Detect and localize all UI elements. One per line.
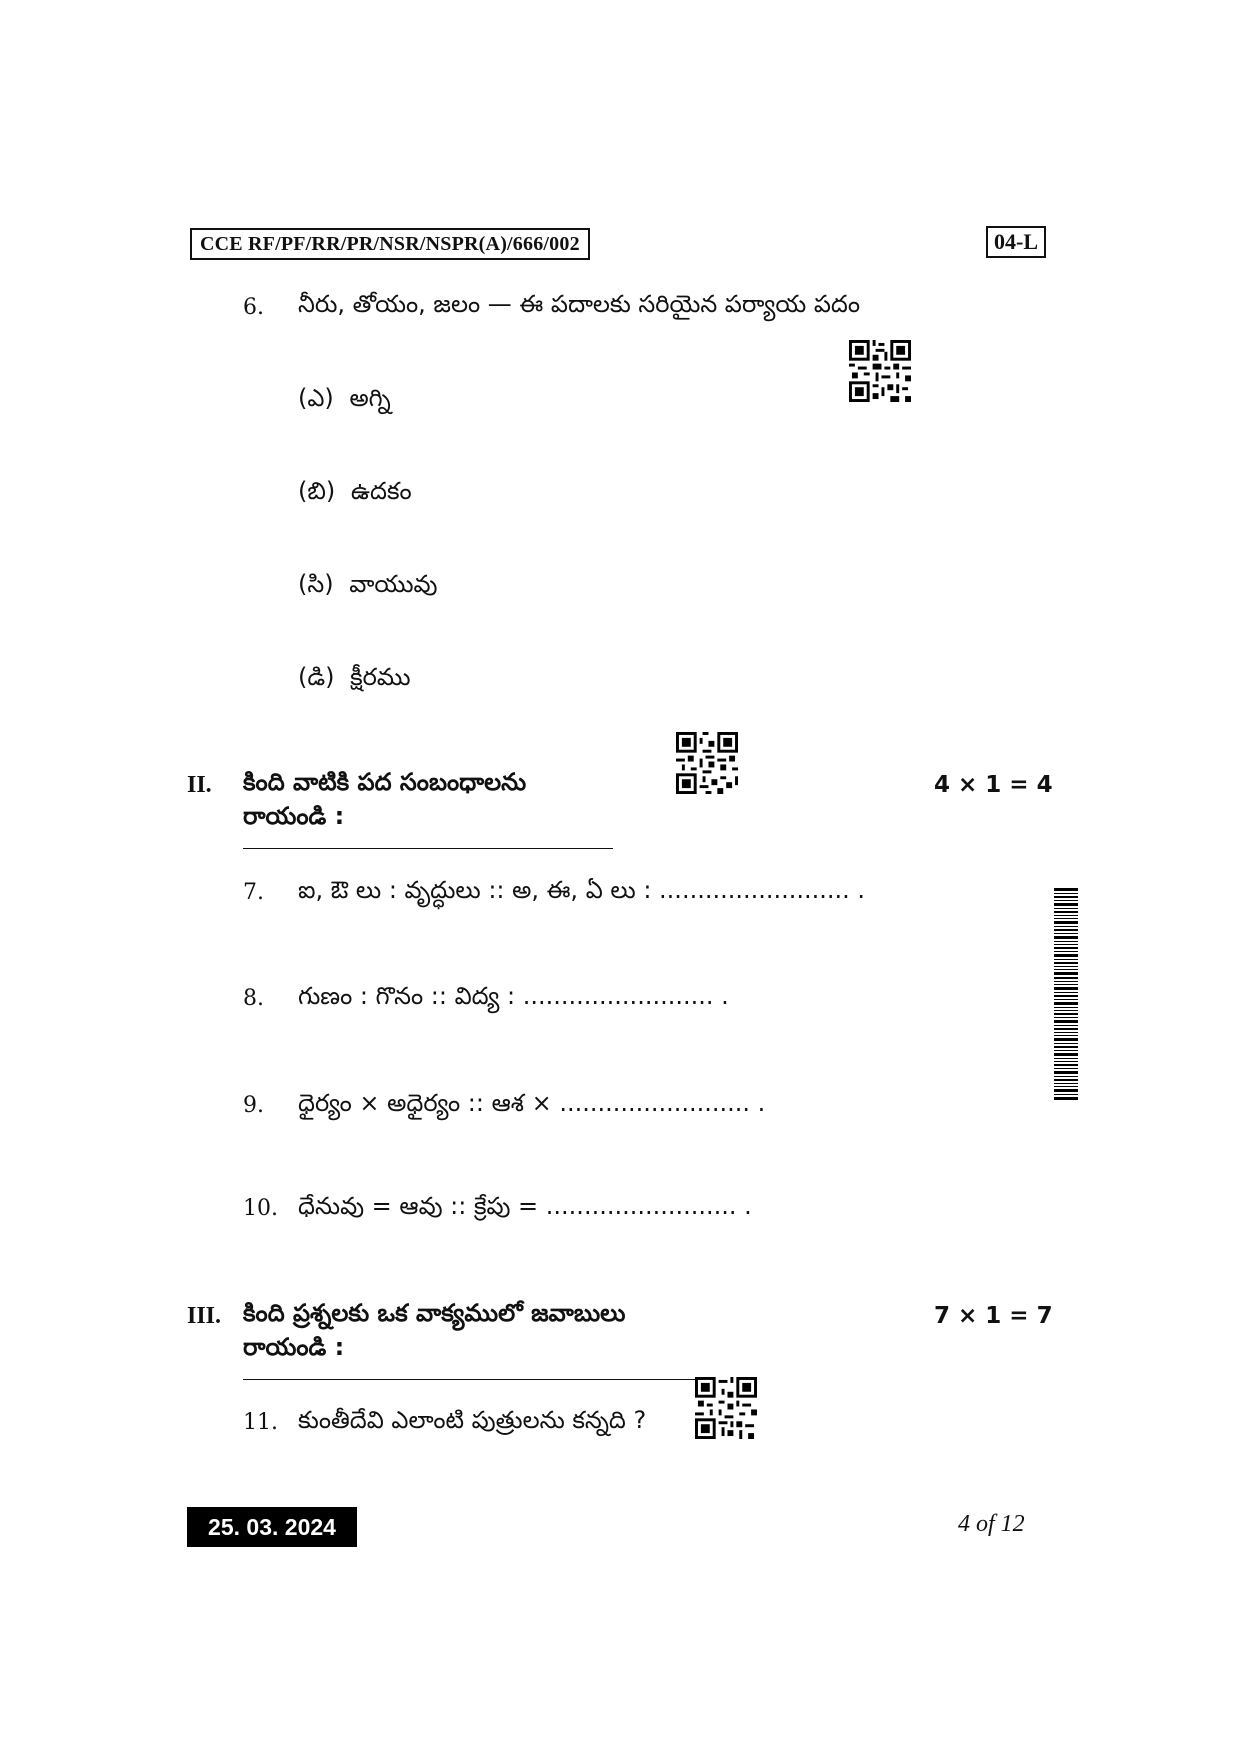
page-number: 4 of 12 xyxy=(958,1511,1025,1537)
paper-code: 04-L xyxy=(986,226,1046,258)
question-text: నీరు, తోయం, జలం — ఈ పదాలకు సరియైన పర్యాయ పదం xyxy=(298,290,861,318)
exam-code: CCE RF/PF/RR/PR/NSR/NSPR(A)/666/002 xyxy=(190,228,590,260)
section-number: III. xyxy=(187,1303,222,1329)
option-text: వాయువు xyxy=(349,570,438,598)
question-text: గుణం : గొనం :: విద్య : ......................... . xyxy=(298,982,729,1010)
option-c xyxy=(298,570,438,604)
question-number: 7. xyxy=(243,880,264,905)
section-marks: 4 × 1 = 4 xyxy=(934,772,1053,798)
option-text: ఉదకం xyxy=(350,477,412,505)
qr-code-icon xyxy=(695,1377,757,1439)
exam-date: 25. 03. 2024 xyxy=(187,1507,357,1547)
option-label: (సి) xyxy=(298,570,334,598)
question-number: 6. xyxy=(243,295,264,320)
section-number: II. xyxy=(187,772,212,798)
option-text: అగ్ని xyxy=(349,384,391,412)
option-text: క్షీరము xyxy=(350,663,411,691)
barcode-icon xyxy=(1054,888,1078,1100)
question-text: ఐ, ఔ లు : వృద్ధులు :: అ, ఈ, ఏ లు : ......................... . xyxy=(298,876,866,904)
question-number: 8. xyxy=(243,986,264,1011)
section-heading: కింది ప్రశ్నలకు ఒక వాక్యములో జవాబులు రాయండి : xyxy=(243,1299,715,1380)
question-number: 11. xyxy=(243,1410,278,1435)
question-text: ధేనువు = ఆవు :: క్రేపు = ......................... . xyxy=(298,1192,752,1220)
qr-code-icon xyxy=(849,340,911,402)
question-text: కుంతీదేవి ఎలాంటి పుత్రులను కన్నది ? xyxy=(298,1406,647,1434)
option-label: (డి) xyxy=(298,663,335,691)
option-a xyxy=(298,384,391,418)
section-marks: 7 × 1 = 7 xyxy=(934,1303,1053,1329)
section-heading: కింది వాటికి పద సంబంధాలను రాయండి : xyxy=(243,768,613,849)
qr-code-icon xyxy=(676,732,738,794)
option-b xyxy=(298,477,412,511)
option-label: (బి) xyxy=(298,477,336,505)
question-number: 10. xyxy=(243,1196,278,1221)
question-text: ధైర్యం × అధైర్యం :: ఆశ × ......................... . xyxy=(298,1089,766,1117)
question-number: 9. xyxy=(243,1093,264,1118)
option-label: (ఎ) xyxy=(298,384,334,412)
option-d xyxy=(298,663,411,697)
